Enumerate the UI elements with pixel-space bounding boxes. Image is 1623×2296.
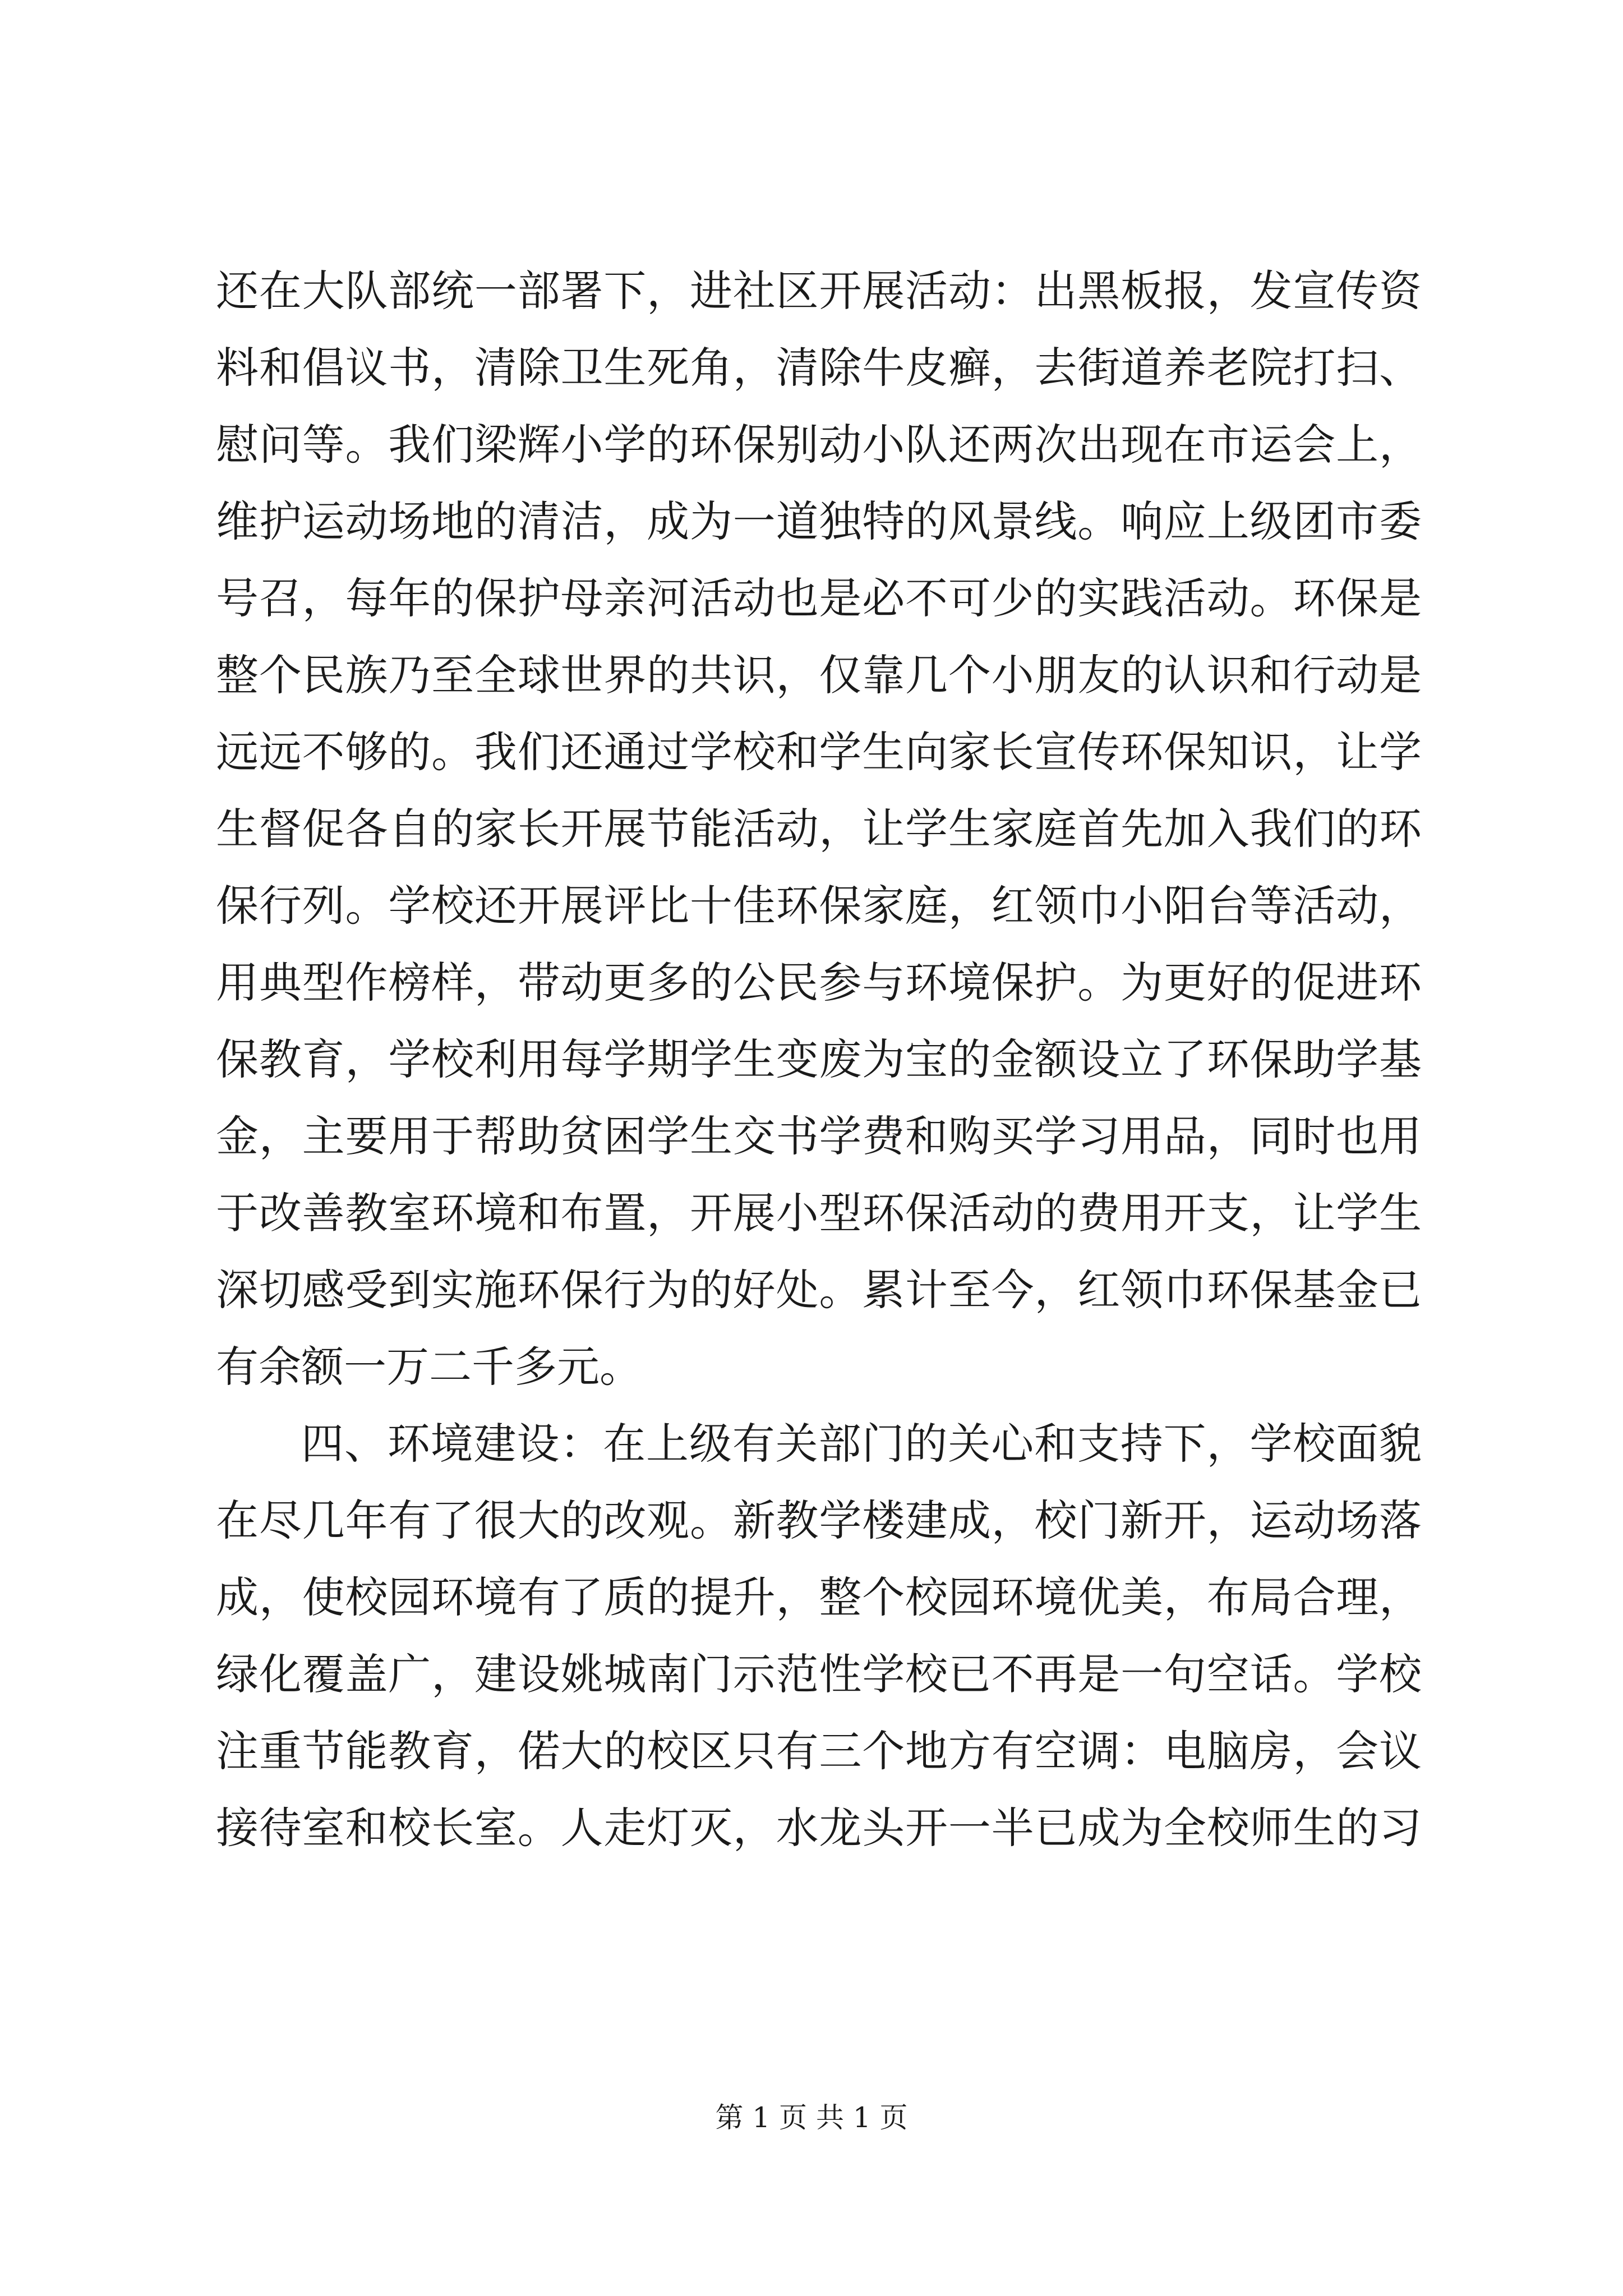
paragraph-line: 于改善教室环境和布置，开展小型环保活动的费用开支，让学生 — [216, 1188, 1422, 1238]
paragraph-line: 号召，每年的保护母亲河活动也是必不可少的实践活动。环保是 — [216, 573, 1422, 623]
paragraph-line: 金，主要用于帮助贫困学生交书学费和购买学习用品，同时也用 — [216, 1111, 1422, 1161]
paragraph-line: 料和倡议书，清除卫生死角，清除牛皮癣，去街道养老院打扫、 — [216, 343, 1422, 393]
paragraph-line: 整个民族乃至全球世界的共识，仅靠几个小朋友的认识和行动是 — [216, 650, 1422, 700]
paragraph-line: 接待室和校长室。人走灯灭，水龙头开一半已成为全校师生的习 — [216, 1803, 1422, 1853]
paragraph-line: 慰问等。我们梁辉小学的环保别动小队还两次出现在市运会上， — [216, 420, 1422, 470]
paragraph-line: 保教育，学校利用每学期学生变废为宝的金额设立了环保助学基 — [216, 1034, 1422, 1084]
paragraph-line: 成，使校园环境有了质的提升，整个校园环境优美，布局合理， — [216, 1572, 1422, 1622]
paragraph-line: 深切感受到实施环保行为的好处。累计至今，红领巾环保基金已 — [216, 1265, 1422, 1315]
paragraph-line: 有余额一万二千多元。 — [216, 1342, 642, 1392]
paragraph-line: 远远不够的。我们还通过学校和学生向家长宣传环保知识，让学 — [216, 727, 1422, 777]
paragraph-line: 注重节能教育，偌大的校区只有三个地方有空调：电脑房，会议 — [216, 1726, 1422, 1776]
paragraph-line: 生督促各自的家长开展节能活动，让学生家庭首先加入我们的环 — [216, 804, 1422, 854]
paragraph-line: 还在大队部统一部署下，进社区开展活动：出黑板报，发宣传资 — [216, 266, 1422, 316]
paragraph-line: 在尽几年有了很大的改观。新教学楼建成，校门新开，运动场落 — [216, 1496, 1422, 1545]
document-body — [216, 252, 1422, 1866]
page-number-footer: 第 1 页 共 1 页 — [715, 2101, 908, 2134]
paragraph-line: 维护运动场地的清洁，成为一道独特的风景线。响应上级团市委 — [216, 496, 1422, 546]
paragraph-line: 保行列。学校还开展评比十佳环保家庭，红领巾小阳台等活动， — [216, 881, 1422, 931]
paragraph-line: 用典型作榜样，带动更多的公民参与环境保护。为更好的促进环 — [216, 958, 1422, 1007]
paragraph-line: 四、环境建设：在上级有关部门的关心和支持下，学校面貌 — [301, 1419, 1422, 1469]
paragraph-line: 绿化覆盖广，建设姚城南门示范性学校已不再是一句空话。学校 — [216, 1649, 1422, 1699]
